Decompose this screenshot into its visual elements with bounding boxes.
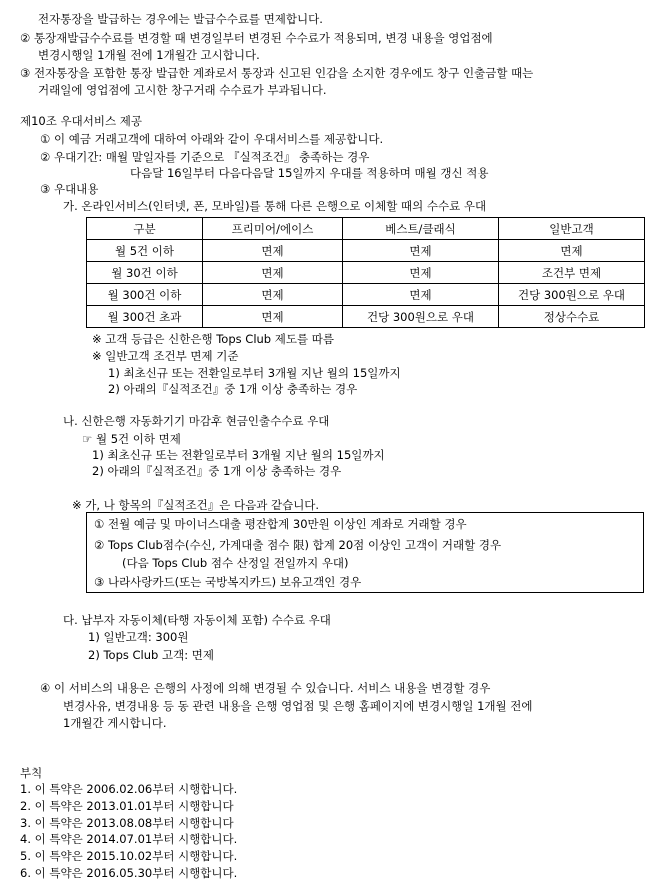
- text-line: ① 이 예금 거래고객에 대하여 아래와 같이 우대서비스를 제공합니다.: [40, 132, 384, 146]
- text-line: ☞ 월 5건 이하 면제: [82, 432, 181, 446]
- text-line: 거래일에 영업점에 고시한 창구거래 수수료가 부과됩니다.: [38, 83, 327, 97]
- text-line: ④ 이 서비스의 내용은 은행의 사정에 의해 변경될 수 있습니다. 서비스 내용을 변경할 경우: [40, 681, 491, 695]
- list-item: 3. 이 특약은 2013.08.08부터 시행합니다: [20, 816, 234, 830]
- table-cell: 건당 300원으로 우대: [499, 284, 645, 306]
- table-cell: 면제: [203, 240, 343, 262]
- text-line: ② 우대기간: 매월 말일자를 기준으로 『실적조건』 충족하는 경우: [40, 150, 370, 164]
- table-cell: 월 30건 이하: [87, 262, 203, 284]
- text-line: ② 통장재발급수수료를 변경할 때 변경일부터 변경된 수수료가 적용되며, 변경 내용을 영업점에: [20, 31, 493, 45]
- table-cell: 면제: [203, 262, 343, 284]
- table-cell: 면제: [343, 262, 499, 284]
- table-row: [87, 262, 645, 284]
- condition-item: ③ 나라사랑카드(또는 국방복지카드) 보유고객인 경우: [94, 575, 362, 589]
- table-row: [87, 306, 645, 328]
- text-line: 1개월간 게시합니다.: [63, 716, 167, 730]
- table-cell: 면제: [499, 240, 645, 262]
- table-cell: 월 300건 이하: [87, 284, 203, 306]
- column-header: 프리미어/에이스: [203, 218, 343, 240]
- condition-item: ② Tops Club점수(수신, 가계대출 점수 限) 합계 20점 이상인 고객이 거래할 경우: [94, 538, 502, 552]
- table-header-row: [87, 218, 645, 240]
- text-line: ③ 우대내용: [40, 182, 99, 196]
- text-line: 2) Tops Club 고객: 면제: [88, 648, 214, 662]
- subsection-title: 나. 신한은행 자동화기기 마감후 현금인출수수료 우대: [63, 414, 330, 428]
- list-item: 6. 이 특약은 2016.05.30부터 시행합니다.: [20, 866, 238, 880]
- conditions-title: ※ 가, 나 항목의『실적조건』은 다음과 같습니다.: [72, 498, 320, 512]
- note-line: 1) 최초신규 또는 전환일로부터 3개월 지난 월의 15일까지: [108, 366, 401, 380]
- table-cell: 면제: [203, 306, 343, 328]
- table-cell: 조건부 면제: [499, 262, 645, 284]
- text-line: 변경사유, 변경내용 등 동 관련 내용을 은행 영업점 및 은행 홈페이지에 변경시행일 1개월 전에: [63, 699, 533, 713]
- table-cell: 월 5건 이하: [87, 240, 203, 262]
- text-line: 다음달 16일부터 다음다음달 15일까지 우대를 적용하며 매월 갱신 적용: [130, 166, 489, 180]
- appendix-title: 부칙: [20, 766, 43, 780]
- text-line: 가. 온라인서비스(인터넷, 폰, 모바일)를 통해 다른 은행으로 이체할 때의 수수료 우대: [63, 199, 487, 213]
- table-cell: 면제: [343, 284, 499, 306]
- text-line: 2) 아래의『실적조건』중 1개 이상 충족하는 경우: [92, 464, 342, 478]
- text-line: 1) 일반고객: 300원: [88, 630, 189, 644]
- list-item: 2. 이 특약은 2013.01.01부터 시행합니다: [20, 799, 234, 813]
- table-cell: 정상수수료: [499, 306, 645, 328]
- section-heading: 제10조 우대서비스 제공: [20, 114, 142, 128]
- subsection-title: 다. 납부자 자동이체(타행 자동이체 포함) 수수료 우대: [63, 613, 331, 627]
- list-item: 5. 이 특약은 2015.10.02부터 시행합니다.: [20, 849, 238, 863]
- list-item: 1. 이 특약은 2006.02.06부터 시행합니다.: [20, 782, 238, 796]
- table-cell: 월 300건 초과: [87, 306, 203, 328]
- text-line: ③ 전자통장을 포함한 통장 발급한 계좌로서 통장과 신고된 인감을 소지한 경우에도 창구 인출금할 때는: [20, 66, 534, 80]
- text-line: 1) 최초신규 또는 전환일로부터 3개월 지난 월의 15일까지: [92, 448, 385, 462]
- table-cell: 건당 300원으로 우대: [343, 306, 499, 328]
- table-row: [87, 240, 645, 262]
- condition-item: (다음 Tops Club 점수 산정일 전일까지 우대): [122, 556, 349, 570]
- list-item: 4. 이 특약은 2014.07.01부터 시행합니다.: [20, 832, 238, 846]
- column-header: 베스트/클래식: [343, 218, 499, 240]
- table-cell: 면제: [343, 240, 499, 262]
- table-cell: 면제: [203, 284, 343, 306]
- note-line: 2) 아래의『실적조건』중 1개 이상 충족하는 경우: [108, 382, 358, 396]
- table-row: [87, 284, 645, 306]
- condition-item: ① 전월 예금 및 마이너스대출 평잔합계 30만원 이상인 계좌로 거래할 경우: [94, 517, 467, 531]
- text-line: 전자통장을 발급하는 경우에는 발급수수료를 면제합니다.: [38, 12, 323, 26]
- column-header: 일반고객: [499, 218, 645, 240]
- note-line: ※ 일반고객 조건부 면제 기준: [92, 349, 239, 363]
- fee-table: [86, 217, 645, 328]
- text-line: 변경시행일 1개월 전에 1개월간 고시합니다.: [38, 48, 260, 62]
- note-line: ※ 고객 등급은 신한은행 Tops Club 제도를 따름: [92, 332, 334, 346]
- column-header: 구분: [87, 218, 203, 240]
